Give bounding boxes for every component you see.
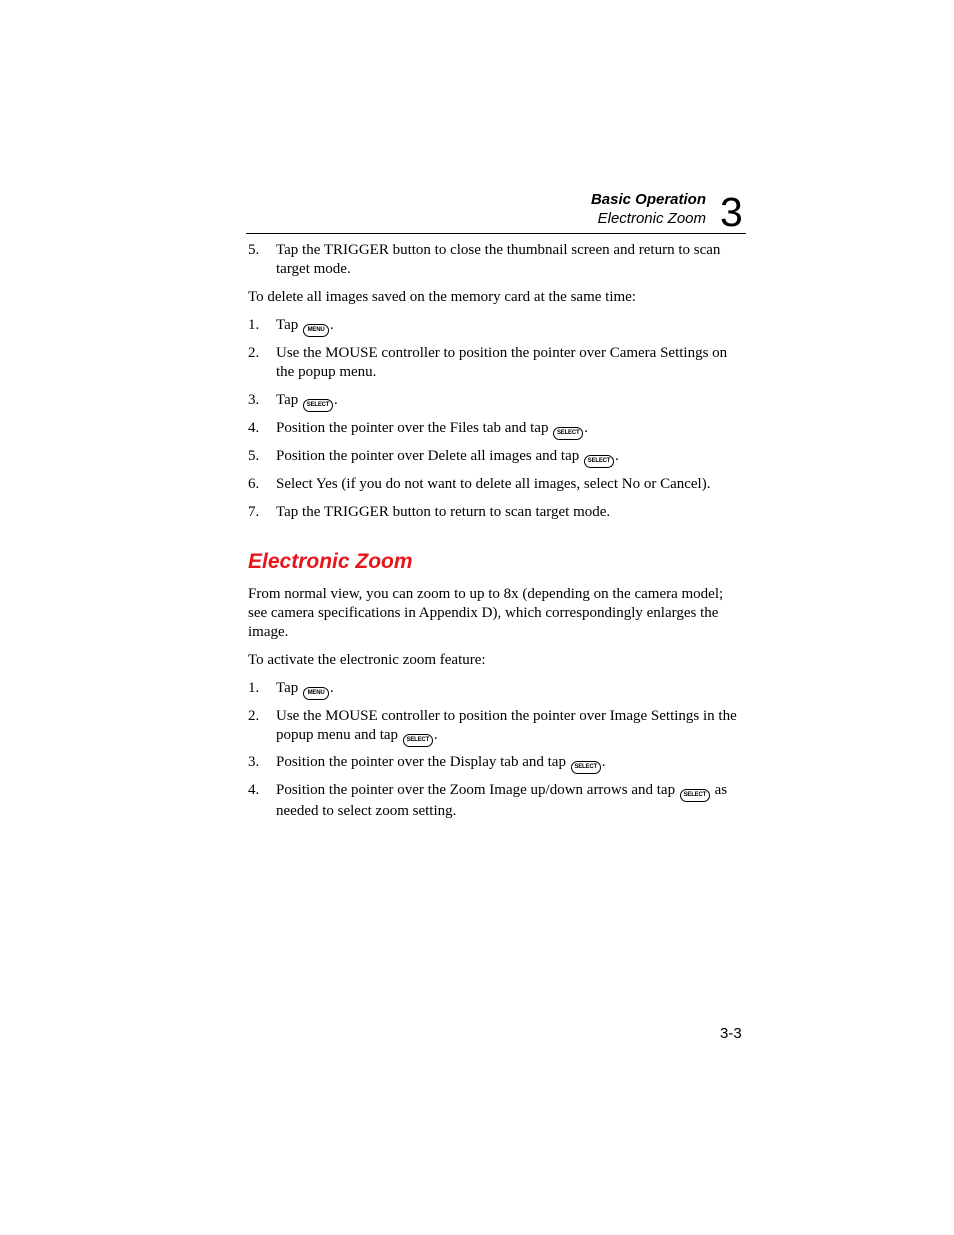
list-item — [248, 316, 742, 337]
list-item — [248, 475, 742, 494]
list-item-text-end: . — [615, 448, 619, 464]
list-item-text-end: . — [601, 754, 606, 770]
list-item — [248, 241, 742, 279]
list-item-text: Use the MOUSE controller to position the pointer over Image Settings in the popup menu and tap — [276, 708, 737, 743]
list-item — [248, 391, 742, 412]
list-item-text-end: . — [330, 317, 334, 333]
select-button-icon: SELECT — [571, 761, 601, 774]
select-button-icon: SELECT — [680, 789, 710, 802]
chapter-number: 3 — [720, 189, 743, 235]
list-item-text-end: . — [433, 727, 438, 743]
list-item-number: 2. — [248, 345, 260, 361]
list-item-text: Tap the TRIGGER button to return to scan target mode. — [276, 504, 611, 520]
list-item-number: 5. — [248, 448, 260, 464]
list-item-number: 4. — [248, 782, 260, 798]
section-heading: Electronic Zoom — [248, 550, 413, 573]
list-item-text-end: . — [334, 392, 338, 408]
list-item — [248, 753, 742, 774]
list-item-number: 3. — [248, 754, 260, 770]
list-item-text: Tap — [276, 680, 299, 696]
select-button-icon: SELECT — [303, 399, 333, 412]
menu-button-icon: MENU — [303, 324, 329, 337]
list-item-text: Position the pointer over Delete all images and tap — [276, 448, 580, 464]
zoom-paragraph: From normal view, you can zoom to up to 8x (depending on the camera model; see camera specifications in Appendix D), which correspondingly enlarges the image. — [248, 586, 724, 640]
list-item-text: Select Yes (if you do not want to delete all images, select No or Cancel). — [276, 476, 711, 492]
select-button-icon: SELECT — [403, 734, 433, 747]
menu-button-icon: MENU — [303, 687, 329, 700]
list-item-text: Position the pointer over the Zoom Image up/down arrows and tap — [276, 782, 676, 798]
list-item-text: Tap — [276, 392, 299, 408]
list-item — [248, 419, 742, 440]
list-item-number: 6. — [248, 476, 260, 492]
page-number: 3-3 — [720, 1025, 742, 1042]
list-item-text: Tap the TRIGGER button to close the thumbnail screen and return to scan target mode. — [276, 242, 721, 277]
list-item-number: 1. — [248, 317, 260, 333]
list-item — [248, 707, 742, 747]
list-item — [248, 344, 742, 382]
list-item — [248, 503, 742, 522]
list-item — [248, 679, 742, 700]
running-header-section: Basic Operation — [590, 191, 706, 208]
list-item-text: Tap — [276, 317, 299, 333]
list-item-text-end: as needed to select zoom setting. — [276, 782, 728, 819]
list-item-number: 2. — [248, 708, 260, 724]
list-item-number: 3. — [248, 392, 260, 408]
select-button-icon: SELECT — [584, 455, 614, 468]
select-button-icon: SELECT — [553, 427, 583, 440]
list-item-text: Position the pointer over the Display tab and tap — [276, 754, 566, 770]
list-item-text: Position the pointer over the Files tab and tap — [276, 420, 549, 436]
list-item-text-end: . — [330, 680, 334, 696]
zoom-intro: To activate the electronic zoom feature: — [248, 652, 486, 668]
list-item-number: 7. — [248, 504, 260, 520]
list-item-number: 1. — [248, 680, 260, 696]
list-item — [248, 447, 742, 468]
delete-intro: To delete all images saved on the memory card at the same time: — [248, 289, 636, 305]
list-item-number: 5. — [248, 242, 260, 258]
list-item — [248, 781, 742, 821]
list-item-text: Use the MOUSE controller to position the pointer over Camera Settings on the popup menu. — [276, 345, 728, 380]
list-item-text-end: . — [584, 420, 588, 436]
header-rule — [246, 233, 746, 234]
running-header-subsection: Electronic Zoom — [597, 210, 706, 227]
list-item-number: 4. — [248, 420, 260, 436]
